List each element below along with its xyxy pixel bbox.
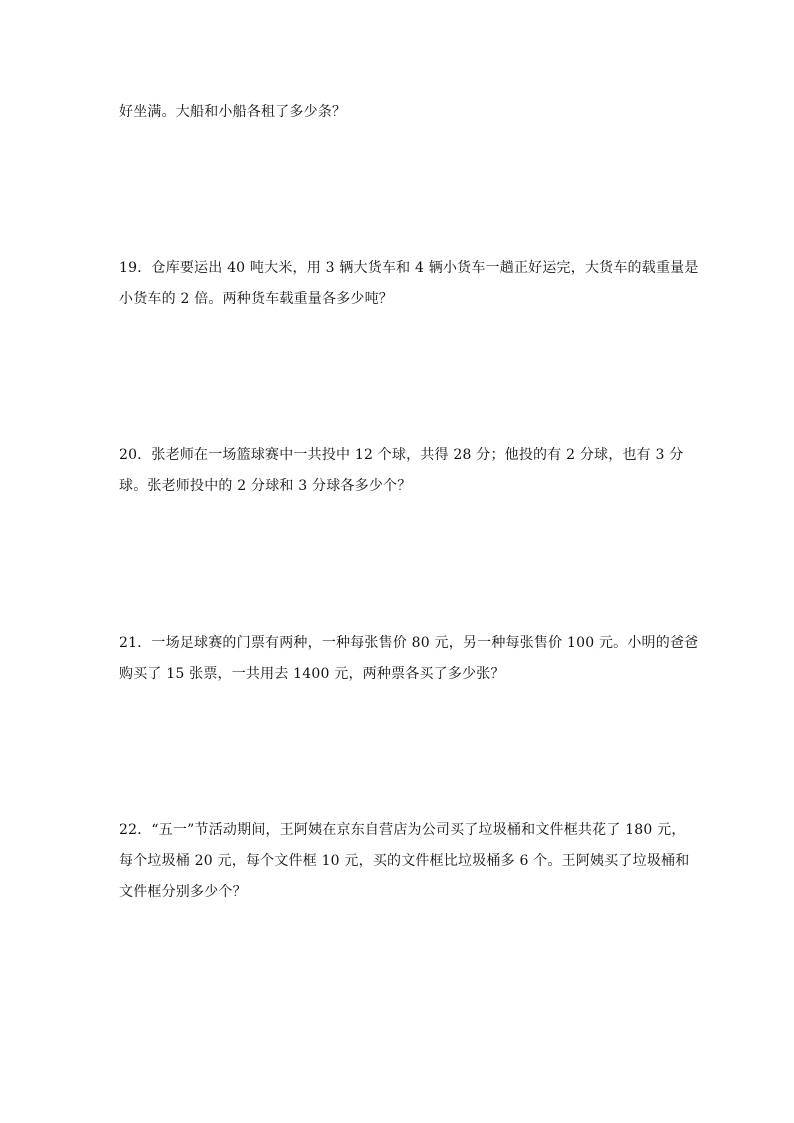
question-22-line-2: 每个垃圾桶 20 元，每个文件框 10 元，买的文件框比垃圾桶多 6 个。王阿姨买了垃圾桶和 — [119, 853, 690, 869]
question-22-line-3: 文件框分别多少个？ — [119, 884, 247, 900]
question-19-line-1: 19．仓库要运出 40 吨大米，用 3 辆大货车和 4 辆小货车一趟正好运完，大货车的载重量是 — [119, 260, 699, 276]
question-19-line-2: 小货车的 2 倍。两种货车载重量各多少吨？ — [119, 291, 394, 307]
question-21-line-2: 购买了 15 张票，一共用去 1400 元，两种票各买了多少张？ — [119, 666, 505, 682]
question-20-line-1: 20．张老师在一场篮球赛中一共投中 12 个球，共得 28 分；他投的有 2 分球，也有 3 分 — [119, 447, 684, 463]
question-18-continuation: 好坐满。大船和小船各租了多少条？ — [119, 104, 347, 120]
question-20-line-2: 球。张老师投中的 2 分球和 3 分球各多少个？ — [119, 478, 412, 494]
question-21-line-1: 21．一场足球赛的门票有两种，一种每张售价 80 元，另一种每张售价 100 元。小明的爸爸 — [119, 635, 699, 651]
question-22-line-1: 22．“五一”节活动期间，王阿姨在京东自营店为公司买了垃圾桶和文件框共花了 180 元， — [119, 822, 686, 838]
